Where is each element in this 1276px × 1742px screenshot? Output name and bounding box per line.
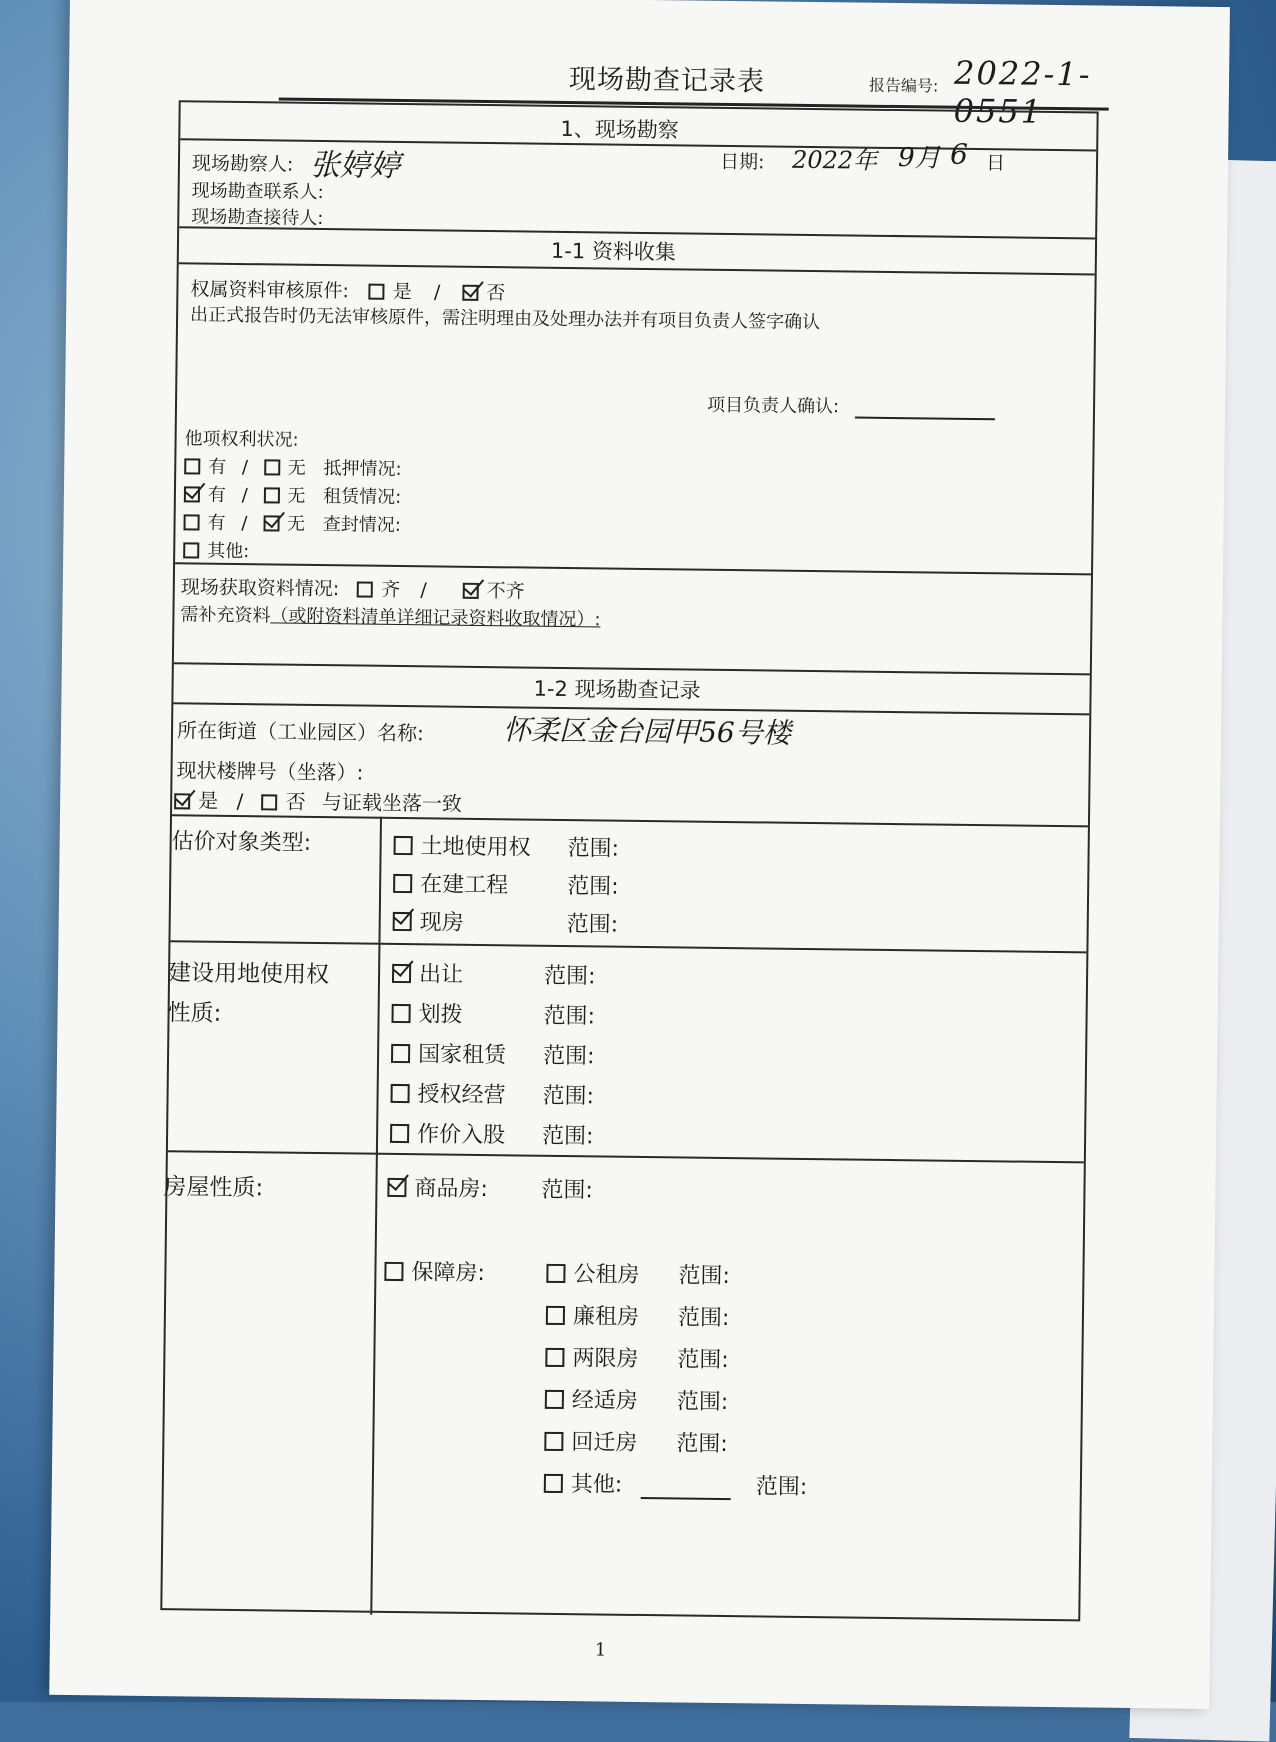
land-equity-range: 范围: xyxy=(541,1123,594,1150)
affordable-public-rental xyxy=(546,1257,639,1289)
onsite-label: 现场获取资料情况: xyxy=(180,576,340,601)
complete-checkbox[interactable] xyxy=(357,581,373,597)
land-state-lease-label: 国家租赁 xyxy=(417,1042,507,1069)
seizure-has-checkbox[interactable] xyxy=(183,514,199,530)
date-label: 日期: xyxy=(719,150,765,174)
object-type-label: 估价对象类型: xyxy=(171,829,312,856)
supplement-note: （或附资料清单详细记录资料收取情况）: xyxy=(270,605,601,631)
report-number: 2022-1-0551 xyxy=(953,53,1092,131)
other-rights-checkbox[interactable] xyxy=(183,542,199,558)
object-existing-label: 现房 xyxy=(419,910,464,936)
original-review-label: 权属资料审核原件: xyxy=(190,278,349,303)
onsite-row xyxy=(181,572,525,603)
relocation-checkbox[interactable] xyxy=(544,1432,563,1451)
street-label: 所在街道（工业园区）名称: xyxy=(176,718,424,746)
public-rental-range: 范围: xyxy=(678,1263,730,1290)
low-rent-checkbox[interactable] xyxy=(546,1306,565,1325)
land-use-equity xyxy=(390,1117,505,1149)
house-commercial xyxy=(387,1171,488,1203)
public-rental-label: 公租房 xyxy=(573,1262,640,1288)
affordable-economic xyxy=(545,1383,638,1415)
seizure-none-label: 无 xyxy=(286,513,306,535)
affordable-other xyxy=(544,1467,732,1500)
mortgage-none-checkbox[interactable] xyxy=(264,459,280,475)
seizure-has-label: 有 xyxy=(207,512,226,534)
consistent-yes-label: 是 xyxy=(198,788,219,813)
economic-range: 范围: xyxy=(676,1389,729,1416)
mortgage-has-label: 有 xyxy=(208,456,227,478)
house-affordable xyxy=(384,1255,485,1287)
land-allocation-range: 范围: xyxy=(543,1003,596,1030)
affordable-other-range: 范围: xyxy=(755,1474,808,1501)
land-use-label-line2: 性质: xyxy=(167,1000,222,1027)
section-collection-title: 1-1 资料收集 xyxy=(550,238,677,265)
mortgage-none-label: 无 xyxy=(287,457,306,479)
object-type-land xyxy=(393,829,530,862)
land-transfer-range: 范围: xyxy=(543,963,596,990)
land-authorized-range: 范围: xyxy=(542,1083,595,1110)
mortgage-label: 抵押情况: xyxy=(323,458,402,480)
date-day: 6 xyxy=(949,137,969,171)
price-limited-range: 范围: xyxy=(677,1347,729,1374)
street-value: 怀柔区金台园甲56号楼 xyxy=(502,713,791,750)
affordable-relocation xyxy=(544,1425,637,1457)
affordable-checkbox[interactable] xyxy=(384,1262,403,1281)
affordable-other-field[interactable] xyxy=(641,1497,731,1500)
survey-table xyxy=(160,100,1098,1621)
lease-has-checkbox[interactable] xyxy=(184,486,200,502)
low-rent-range: 范围: xyxy=(677,1305,730,1332)
house-nature-label: 房屋性质: xyxy=(163,1174,264,1202)
section-record-title: 1-2 现场勘查记录 xyxy=(533,676,701,703)
land-authorized-checkbox[interactable] xyxy=(391,1084,410,1103)
date-month: 9月 xyxy=(897,143,941,174)
affordable-label: 保障房: xyxy=(411,1260,486,1287)
original-no-checkbox[interactable] xyxy=(462,285,478,301)
option-separator: / xyxy=(420,579,427,602)
pm-confirm-label: 项目负责人确认: xyxy=(706,394,840,418)
option-separator: / xyxy=(236,789,244,814)
relocation-label: 回迁房 xyxy=(571,1430,638,1456)
land-state-lease-range: 范围: xyxy=(542,1043,595,1070)
original-yes-label: 是 xyxy=(392,280,413,304)
consistent-no-label: 否 xyxy=(285,789,306,814)
price-limited-checkbox[interactable] xyxy=(545,1348,564,1367)
relocation-range: 范围: xyxy=(676,1431,728,1458)
land-equity-label: 作价入股 xyxy=(416,1122,506,1149)
other-rights-label: 他项权利状况: xyxy=(184,428,299,451)
form-page xyxy=(49,0,1230,1709)
lease-label: 租赁情况: xyxy=(323,486,402,508)
date-year: 2022年 xyxy=(791,145,878,175)
object-existing-range: 范围: xyxy=(566,912,619,938)
object-type-existing xyxy=(393,905,464,937)
option-separator: / xyxy=(433,281,441,304)
lease-none-checkbox[interactable] xyxy=(263,487,279,503)
form-title: 现场勘查记录表 xyxy=(568,64,766,98)
consistent-no-checkbox[interactable] xyxy=(262,794,278,810)
other-rights-label-text: 其他: xyxy=(207,540,250,563)
consistent-label: 与证载坐落一致 xyxy=(321,790,463,816)
economic-label: 经适房 xyxy=(571,1388,639,1414)
original-no-label: 否 xyxy=(486,282,506,305)
seizure-none-checkbox[interactable] xyxy=(263,515,279,531)
divider xyxy=(170,940,1086,953)
incomplete-checkbox[interactable] xyxy=(463,583,479,599)
lease-none-label: 无 xyxy=(287,485,306,507)
land-authorized-label: 授权经营 xyxy=(417,1082,506,1109)
supplement-label: 需补充资料 xyxy=(180,604,271,627)
surveyor-name: 张婷婷 xyxy=(309,147,401,184)
commercial-label: 商品房: xyxy=(414,1176,489,1203)
object-existing-checkbox[interactable] xyxy=(393,912,412,931)
option-separator: / xyxy=(241,457,249,479)
lease-has-label: 有 xyxy=(207,484,227,506)
commercial-checkbox[interactable] xyxy=(387,1178,406,1197)
object-type-construction xyxy=(393,867,508,899)
object-land-range: 范围: xyxy=(567,836,620,862)
page-number: 1 xyxy=(594,1639,607,1661)
object-construction-label: 在建工程 xyxy=(420,872,509,899)
affordable-other-checkbox[interactable] xyxy=(544,1474,563,1493)
low-rent-label: 廉租房 xyxy=(572,1304,640,1330)
land-allocation-label: 划拨 xyxy=(418,1002,463,1028)
section-survey-title: 1、现场勘察 xyxy=(560,116,679,143)
land-use-transfer xyxy=(392,957,463,989)
object-construction-range: 范围: xyxy=(567,874,619,900)
land-use-state-lease xyxy=(391,1037,506,1069)
pm-signature-field[interactable] xyxy=(855,417,995,421)
object-construction-checkbox[interactable] xyxy=(393,874,412,893)
land-transfer-checkbox[interactable] xyxy=(392,964,411,983)
seizure-label: 查封情况: xyxy=(322,514,402,536)
rights-row-mortgage xyxy=(184,452,402,481)
land-allocation-checkbox[interactable] xyxy=(391,1004,410,1023)
consistent-yes-checkbox[interactable] xyxy=(174,793,190,809)
surveyor-label: 现场勘察人: xyxy=(191,152,294,176)
option-separator: / xyxy=(241,513,248,535)
pm-confirm-row xyxy=(707,391,995,421)
incomplete-label: 不齐 xyxy=(486,580,525,603)
contact-label: 现场勘查联系人: xyxy=(191,180,324,204)
land-equity-checkbox[interactable] xyxy=(390,1124,409,1143)
complete-label: 齐 xyxy=(381,578,401,601)
rights-row-seizure xyxy=(183,508,401,537)
price-limited-label: 两限房 xyxy=(572,1346,639,1372)
public-rental-checkbox[interactable] xyxy=(546,1264,565,1283)
affordable-price-limited xyxy=(545,1341,638,1373)
original-review-note: 出正式报告时仍无法审核原件，需注明理由及处理办法并有项目负责人签字确认 xyxy=(189,304,821,334)
land-use-allocation xyxy=(391,997,462,1029)
land-state-lease-checkbox[interactable] xyxy=(391,1044,410,1063)
rights-row-other xyxy=(183,536,249,563)
affordable-low-rent xyxy=(546,1299,639,1331)
land-use-authorized xyxy=(390,1077,505,1109)
land-use-label-line1: 建设用地使用权 xyxy=(167,960,330,989)
land-transfer-label: 出让 xyxy=(418,962,464,988)
object-land-checkbox[interactable] xyxy=(394,836,413,855)
report-number-label: 报告编号: xyxy=(868,75,939,96)
option-separator: / xyxy=(241,485,248,507)
affordable-other-label: 其他: xyxy=(570,1472,623,1498)
reception-label: 现场勘查接待人: xyxy=(191,206,324,230)
date-suffix: 日 xyxy=(985,152,1006,175)
commercial-range: 范围: xyxy=(541,1177,594,1204)
column-divider xyxy=(370,817,382,1615)
mortgage-has-checkbox[interactable] xyxy=(184,458,200,474)
original-yes-checkbox[interactable] xyxy=(369,284,385,300)
supplement-row xyxy=(180,600,600,631)
economic-checkbox[interactable] xyxy=(545,1390,564,1409)
consistency-row xyxy=(174,784,462,817)
object-land-label: 土地使用权 xyxy=(420,834,531,861)
rights-row-lease xyxy=(184,480,402,509)
plate-label: 现状楼牌号（坐落）: xyxy=(176,758,364,785)
divider xyxy=(168,1150,1084,1163)
